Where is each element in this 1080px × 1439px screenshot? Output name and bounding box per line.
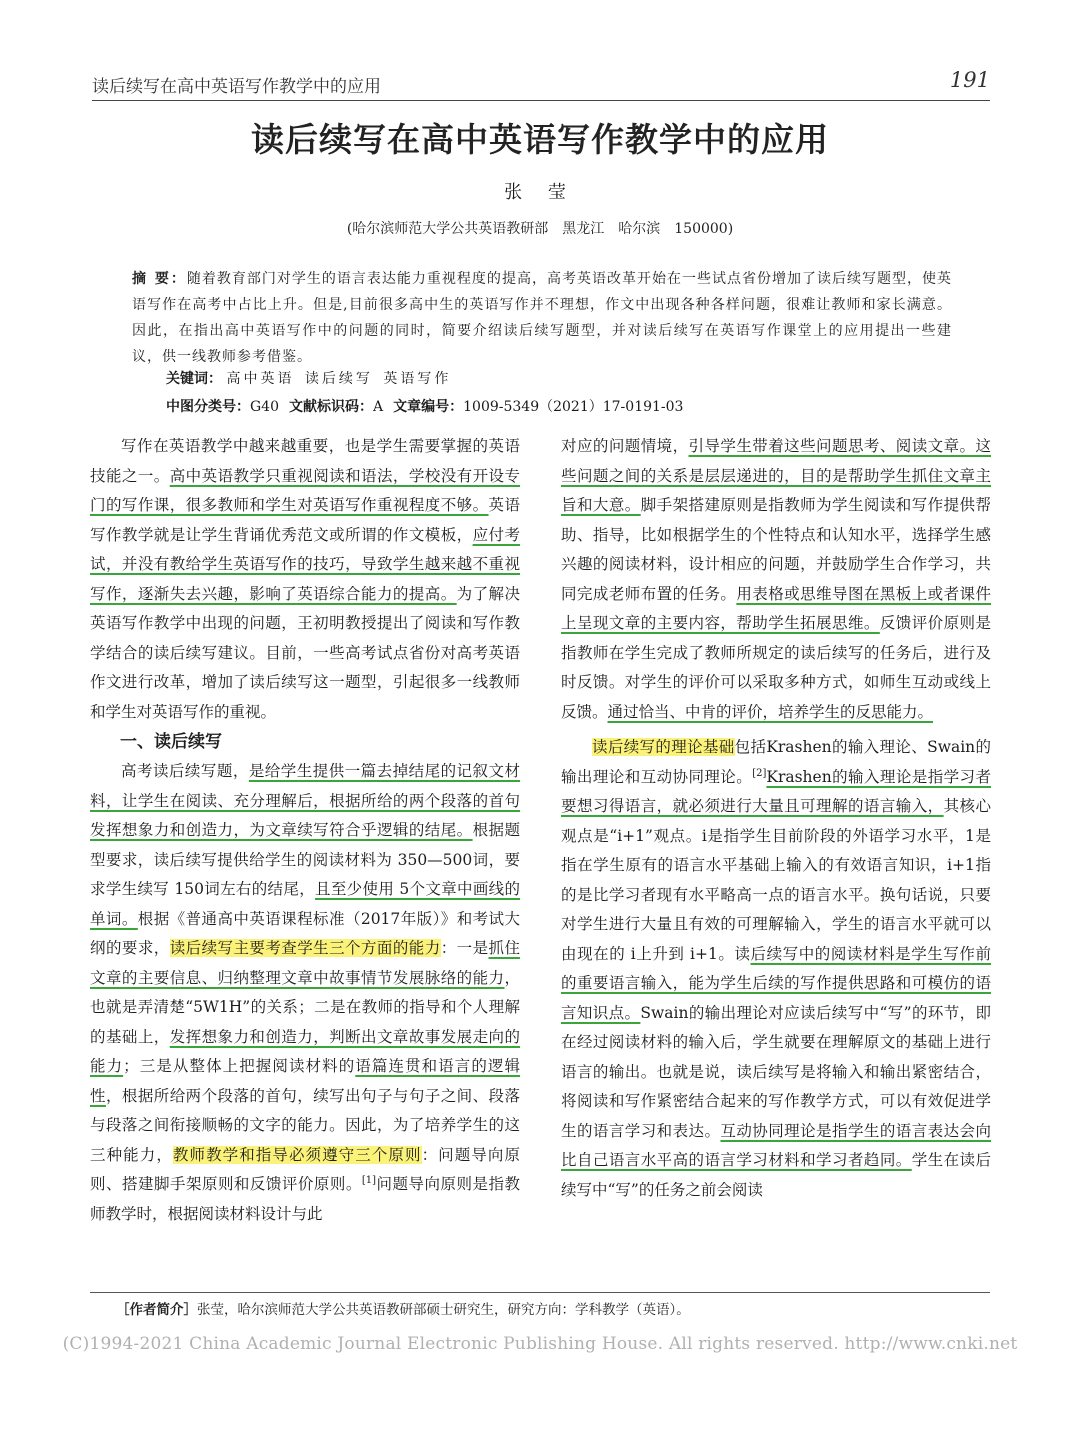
highlighted-text: 读后续写的理论基础 — [592, 738, 735, 756]
paragraph — [561, 432, 991, 727]
abstract-text: 随着教育部门对学生的语言表达能力重视程度的提高，高考英语改革开始在一些试点省份增加了读后续写题型，使英语写作在高考中占比上升。但是,目前很多高中生的英语写作并不理想，作文中出现各种各样问题，很难让教师和家长满意。因此，在指出高中英语写作中的问题的同时，简要介绍读后续写题型，并对读后续写在英语写作课堂上的应用提出一些建议，供一线教师参考借鉴。 — [132, 271, 953, 365]
paragraph — [561, 733, 991, 1205]
text-run: 反馈评价原则是指教师在学生完成了教师所规定的读后续写的任务后，进行及时反馈。对学生的评价可以采取多种方式，如师生互动或线上反馈。 — [561, 614, 991, 721]
copyright-watermark: (C)1994-2021 China Academic Journal Electronic Publishing House. All rights reserved. http://www.cnki.net — [62, 1334, 1018, 1354]
highlighted-text: 读后续写主要考查学生三个方面的能力 — [169, 939, 441, 957]
keywords — [166, 368, 457, 388]
abstract — [132, 266, 952, 370]
underlined-text: 高中英语教学只重视阅读和语法，学校没有开设专门的写作课，很多教师和学生对英语写作重视程度不够。 — [90, 466, 520, 514]
doc-code-label: 文献标识码： — [289, 399, 373, 415]
clc-value: G40 — [250, 399, 279, 415]
text-run: 脚手架搭建原则是指教师为学生阅读和写作提供帮助、指导，比如根据学生的个性特点和认知水平，选择学生感兴趣的阅读材料，设计相应的问题，并鼓励学生合作学习，共同完成老师布置的任务。 — [561, 496, 991, 603]
text-run: ，也就是弄清楚“5W1H”的关系；二是在教师的指导和个人理解的基础上， — [90, 968, 520, 1046]
page-number: 191 — [949, 68, 990, 92]
underlined-text: 后续写中的阅读材料是学生写作前的重要语言输入，能为学生后续的写作提供思路和可模仿的语言知识点。 — [561, 944, 991, 1022]
running-head — [92, 66, 990, 101]
running-head-title: 读后续写在高中英语写作教学中的应用 — [92, 77, 381, 97]
text-run: 对应的问题情境， — [561, 437, 689, 455]
article-title: 读后续写在高中英语写作教学中的应用 — [251, 120, 829, 159]
text-run: 问题导向原则是指教师教学时，根据阅读材料设计与此 — [90, 1175, 520, 1223]
underlined-text: Krashen的输入理论是指学习者要想习得语言，就必须进行大量且可理解的语言输入， — [561, 767, 991, 815]
body-column-left — [90, 432, 520, 1229]
text-run: Swain的输出理论对应读后续写中“写”的环节，即在经过阅读材料的输入后，学生就要在理解原文的基础上进行语言的输出。也就是说，读后续写是将输入和输出紧密结合，将阅读和写作紧密结合起来的写作教学方式，可以有效促进学生的语言学习和表达。 — [561, 1003, 991, 1140]
text-run: ；三是从整体上把握阅读材料的 — [123, 1057, 356, 1075]
text-run: 其核心观点是“i+1”观点。i是指学生目前阶段的外语学习水平，1是指在学生原有的语言水平基础上输入的有效语言知识，i+1指的是比学习者现有水平略高一点的语言水平。换句话说，只要对学生进行大量且有效的可理解输入，学生的语言水平就可以由现在的 i上升到 i+1。读 — [561, 797, 991, 963]
text-run: 根据《普通高中英语课程标准（2017年版）》和考试大纲的要求， — [90, 909, 520, 957]
underlined-text: 应付考试，并没有教给学生英语写作的技巧，导致学生越来越不重视写作，逐渐失去兴趣，影响了英语综合能力的提高。 — [90, 525, 520, 603]
classification-line — [166, 396, 693, 416]
citation-marker: [2] — [752, 767, 767, 779]
author-footnote — [116, 1298, 690, 1318]
footnote-divider — [90, 1292, 990, 1293]
highlighted-text: 教师教学和指导必须遵守三个原则 — [172, 1145, 422, 1164]
footnote-label: ［作者简介］ — [116, 1302, 197, 1318]
keyword: 读后续写 — [304, 371, 373, 387]
underlined-text: 发挥想象力和创造力，判断出文章故事发展走向的能力 — [90, 1027, 520, 1075]
text-run: 根据题型要求，读后续写提供给学生的阅读材料为 350—500词，要求学生续写 150词左右的结尾， — [90, 821, 520, 898]
footnote-text: 张莹，哈尔滨师范大学公共英语教研部硕士研究生，研究方向：学科教学（英语）。 — [197, 1302, 690, 1318]
underlined-text: 抓住文章的主要信息、归纳整理文章中故事情节发展脉络的能力 — [90, 939, 520, 987]
keyword: 高中英语 — [226, 371, 295, 387]
text-run: 英语写作教学就是让学生背诵优秀范文或所谓的作文模板， — [90, 496, 520, 544]
text-run: ：一是 — [440, 939, 489, 957]
keywords-label: 关键词： — [166, 371, 222, 387]
text-run: 学生在读后续写中“写”的任务之前会阅读 — [561, 1151, 991, 1199]
underlined-text: 是给学生提供一篇去掉结尾的记叙文材料，让学生在阅读、充分理解后，根据所给的两个段落的首句发挥想象力和创造力，为文章续写符合乎逻辑的结尾。 — [90, 762, 520, 839]
paragraph — [90, 757, 520, 1229]
article-number-value: 1009-5349（2021）17-0191-03 — [463, 399, 684, 415]
body-column-right — [561, 432, 991, 1205]
paragraph — [90, 432, 520, 727]
clc-label: 中图分类号： — [166, 399, 250, 415]
underlined-text: 且至少使用 5个文章中画线的单词。 — [90, 880, 521, 928]
section-heading: 一、读后续写 — [120, 732, 222, 752]
text-run: 写作在英语教学中越来越重要，也是学生需要掌握的英语技能之一。 — [90, 437, 520, 485]
underlined-text: 语篇连贯和语言的逻辑性 — [90, 1057, 520, 1105]
text-run: 包括Krashen的输入理论、Swain的输出理论和互动协同理论。 — [561, 738, 991, 786]
text-run: ，根据所给两个段落的首句，续写出句子与句子之间、段落与段落之间衔接顺畅的文字的能力。因此，为了培养学生的这三种能力， — [90, 1086, 520, 1164]
article-number-label: 文章编号： — [393, 399, 464, 415]
underlined-text: 互动协同理论是指学生的语言表达会向比自己语言水平高的语言学习材料和学习者趋同。 — [561, 1121, 991, 1169]
text-run: ：问题导向原则、搭建脚手架原则和反馈评价原则。 — [90, 1145, 520, 1193]
text-run: 为了解决英语写作教学中出现的问题，王初明教授提出了阅读和写作教学结合的读后续写建议。目前，一些高考试点省份对高考英语作文进行改革，增加了读后续写这一题型，引起很多一线教师和学生对英语写作的重视。 — [90, 584, 520, 721]
author-affiliation: (哈尔滨师范大学公共英语教研部 黑龙江 哈尔滨 150000) — [346, 221, 734, 237]
underlined-text: 引导学生带着这些问题思考、阅读文章。这些问题之间的关系是层层递进的，目的是帮助学生抓住文章主旨和大意。 — [561, 437, 991, 514]
underlined-text: 通过恰当、中肯的评价，培养学生的反思能力。 — [607, 702, 934, 721]
citation-marker: [1] — [361, 1174, 377, 1186]
underlined-text: 用表格或思维导图在黑板上或者课件上呈现文章的主要内容，帮助学生拓展思维。 — [561, 584, 991, 632]
keyword: 英语写作 — [383, 371, 452, 387]
text-run: 高考读后续写题， — [121, 762, 249, 780]
abstract-label: 摘 要： — [132, 271, 187, 287]
doc-code-value: A — [373, 399, 384, 415]
article-author: 张 莹 — [504, 182, 576, 203]
